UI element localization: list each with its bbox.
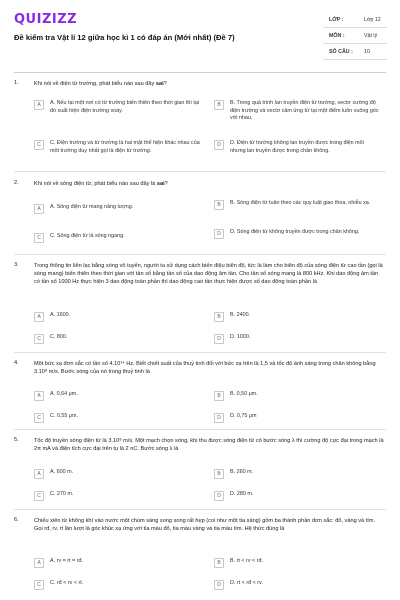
question-text: Khi nói về điện từ trường, phát biểu nào sau đây sai? [34, 81, 167, 87]
question-text: Khi nói về sóng điện từ, phát biểu nào sau đây là sai? [34, 181, 168, 187]
option-text: B. 260 m. [230, 469, 254, 475]
option-text: C. Điện trường và từ trường là hai mặt thể hiện khác nhau của một trường duy nhất gọi là điện từ trường. [50, 140, 200, 154]
option-text: C. rđ < rv < rt. [50, 580, 84, 586]
question-divider [14, 254, 386, 255]
option-text: D. Sóng điện từ không truyền được trong chân không. [230, 229, 360, 235]
option-text: C. 270 m. [50, 491, 74, 497]
question-text: Tốc độ truyền sóng điện từ là 3.10⁸ m/s. Một mạch chọn sóng, khi thu được sóng điện từ có bước sóng λ thì cường độ cực đại trong mạch là 2π mA và điện tích cực đại trên tụ là 2 nC. Bước sóng λ là [34, 438, 384, 452]
option-letter-badge: A [34, 312, 44, 322]
option-letter-badge: D [214, 229, 224, 239]
option-letter-badge: B [214, 558, 224, 568]
meta-label: MÔN : [329, 33, 345, 39]
question-text: Một bức xạ đơn sắc có tần số 4.10¹⁴ Hz. Biết chiết suất của thuỷ tinh đối với bức xạ trên là 1,5 và tốc độ ánh sáng trong chân không bằng 3.10⁸ m/s. Bước sóng của nó trong thuỷ tinh là [34, 361, 376, 375]
option-letter-badge: B [214, 100, 224, 110]
option-letter-badge: D [214, 140, 224, 150]
option-letter-badge: C [34, 491, 44, 501]
option-text: B. 0,50 μm. [230, 391, 258, 397]
meta-row-class [323, 12, 387, 28]
option-text: A. Nếu tại một nơi có từ trường biến thiên theo thời gian thì tại đó xuất hiện điện trường xoáy. [50, 100, 200, 114]
question-divider [14, 352, 386, 353]
meta-value: 10 [364, 49, 370, 55]
option-letter-badge: A [34, 204, 44, 214]
option-letter-badge: C [34, 140, 44, 150]
meta-row-subject [323, 28, 387, 44]
option-text: A. 0,64 μm. [50, 391, 78, 397]
meta-value: Vật lý [364, 33, 378, 39]
question-text: Trong thông tin liên lạc bằng sóng vô tuyến, người ta sử dụng cách biến điệu biên độ, tức là làm cho biên độ của sóng điện từ cao tần (gọi là sóng mang) biến thiên theo thời gian với tần số bằng tần số của dao động âm tần. Cho tần số sóng mang là 800 kHz. Khi dao động âm tần có tần số 1000 Hz thực hiện 3 dao động toàn phần thì dao động cao tần thực hiện được số dao động toàn phần là [34, 263, 383, 285]
option-letter-badge: D [214, 491, 224, 501]
option-text: A. 600 m. [50, 469, 74, 475]
question-number: 3. [14, 262, 19, 268]
option-letter-badge: D [214, 580, 224, 590]
question-text: Chiếu xiên từ không khí vào nước một chùm sáng song song rất hẹp (coi như một tia sáng) gồm ba thành phần đơn sắc: đỏ, vàng và tím. Gọi rđ, rv, rt lần lượt là góc khúc xạ ứng với tia màu đỏ, tia màu vàng và tia màu tím. Hệ thức đúng là [34, 518, 376, 532]
question-number: 6. [14, 517, 19, 523]
option-letter-badge: B [214, 200, 224, 210]
option-letter-badge: C [34, 580, 44, 590]
question-number: 1. [14, 80, 19, 86]
option-text: D. rt < rđ < rv. [230, 580, 263, 586]
question-divider [14, 171, 386, 172]
option-letter-badge: C [34, 334, 44, 344]
meta-label: SỐ CÂU : [329, 49, 353, 55]
page-title: Đề kiểm tra Vật lí 12 giữa học kì 1 có đáp án (Mới nhất) (Đề 7) [14, 33, 235, 42]
option-text: C. 0,55 μm. [50, 413, 78, 419]
option-text: B. Sóng điện từ tuân theo các quy luật giao thoa, nhiễu xạ. [230, 200, 371, 206]
question-number: 2. [14, 180, 19, 186]
option-letter-badge: B [214, 312, 224, 322]
option-letter-badge: A [34, 558, 44, 568]
option-letter-badge: C [34, 233, 44, 243]
option-text: D. 1000. [230, 334, 251, 340]
question-number: 5. [14, 437, 19, 443]
option-text: A. rv = rt = rđ. [50, 558, 83, 564]
option-letter-badge: A [34, 391, 44, 401]
header [0, 0, 400, 70]
option-text: B. 2400. [230, 312, 251, 318]
option-text: D. 280 m. [230, 491, 254, 497]
option-text: D. 0,75 μm [230, 413, 257, 419]
option-letter-badge: A [34, 100, 44, 110]
option-text: A. 1600. [50, 312, 71, 318]
option-text: C. Sóng điện từ là sóng ngang. [50, 233, 125, 239]
option-letter-badge: B [214, 469, 224, 479]
option-letter-badge: C [34, 413, 44, 423]
option-text: B. Trong quá trình lan truyền điện từ trường, vectơ cường độ điện trường và vectơ cảm ứng từ tại một điểm luôn vuông góc với nhau. [230, 100, 379, 121]
quizizz-logo: QUIZIZZ [14, 12, 78, 27]
meta-value: Lớp 12 [364, 17, 381, 23]
option-text: A. Sóng điện từ mang năng lượng. [50, 204, 134, 210]
meta-label: LỚP : [329, 17, 344, 23]
option-letter-badge: A [34, 469, 44, 479]
option-text: B. rt < rv < rđ. [230, 558, 263, 564]
option-letter-badge: D [214, 413, 224, 423]
question-divider [14, 509, 386, 510]
option-text: C. 800. [50, 334, 68, 340]
option-letter-badge: D [214, 334, 224, 344]
question-divider [14, 429, 386, 430]
meta-box [323, 12, 387, 60]
meta-row-count [323, 44, 387, 60]
header-divider [14, 72, 386, 73]
option-letter-badge: B [214, 391, 224, 401]
question-number: 4. [14, 360, 19, 366]
option-text: D. Điện từ trường không lan truyền được trong điện môi nhưng lan truyền được trong chân không. [230, 140, 364, 154]
